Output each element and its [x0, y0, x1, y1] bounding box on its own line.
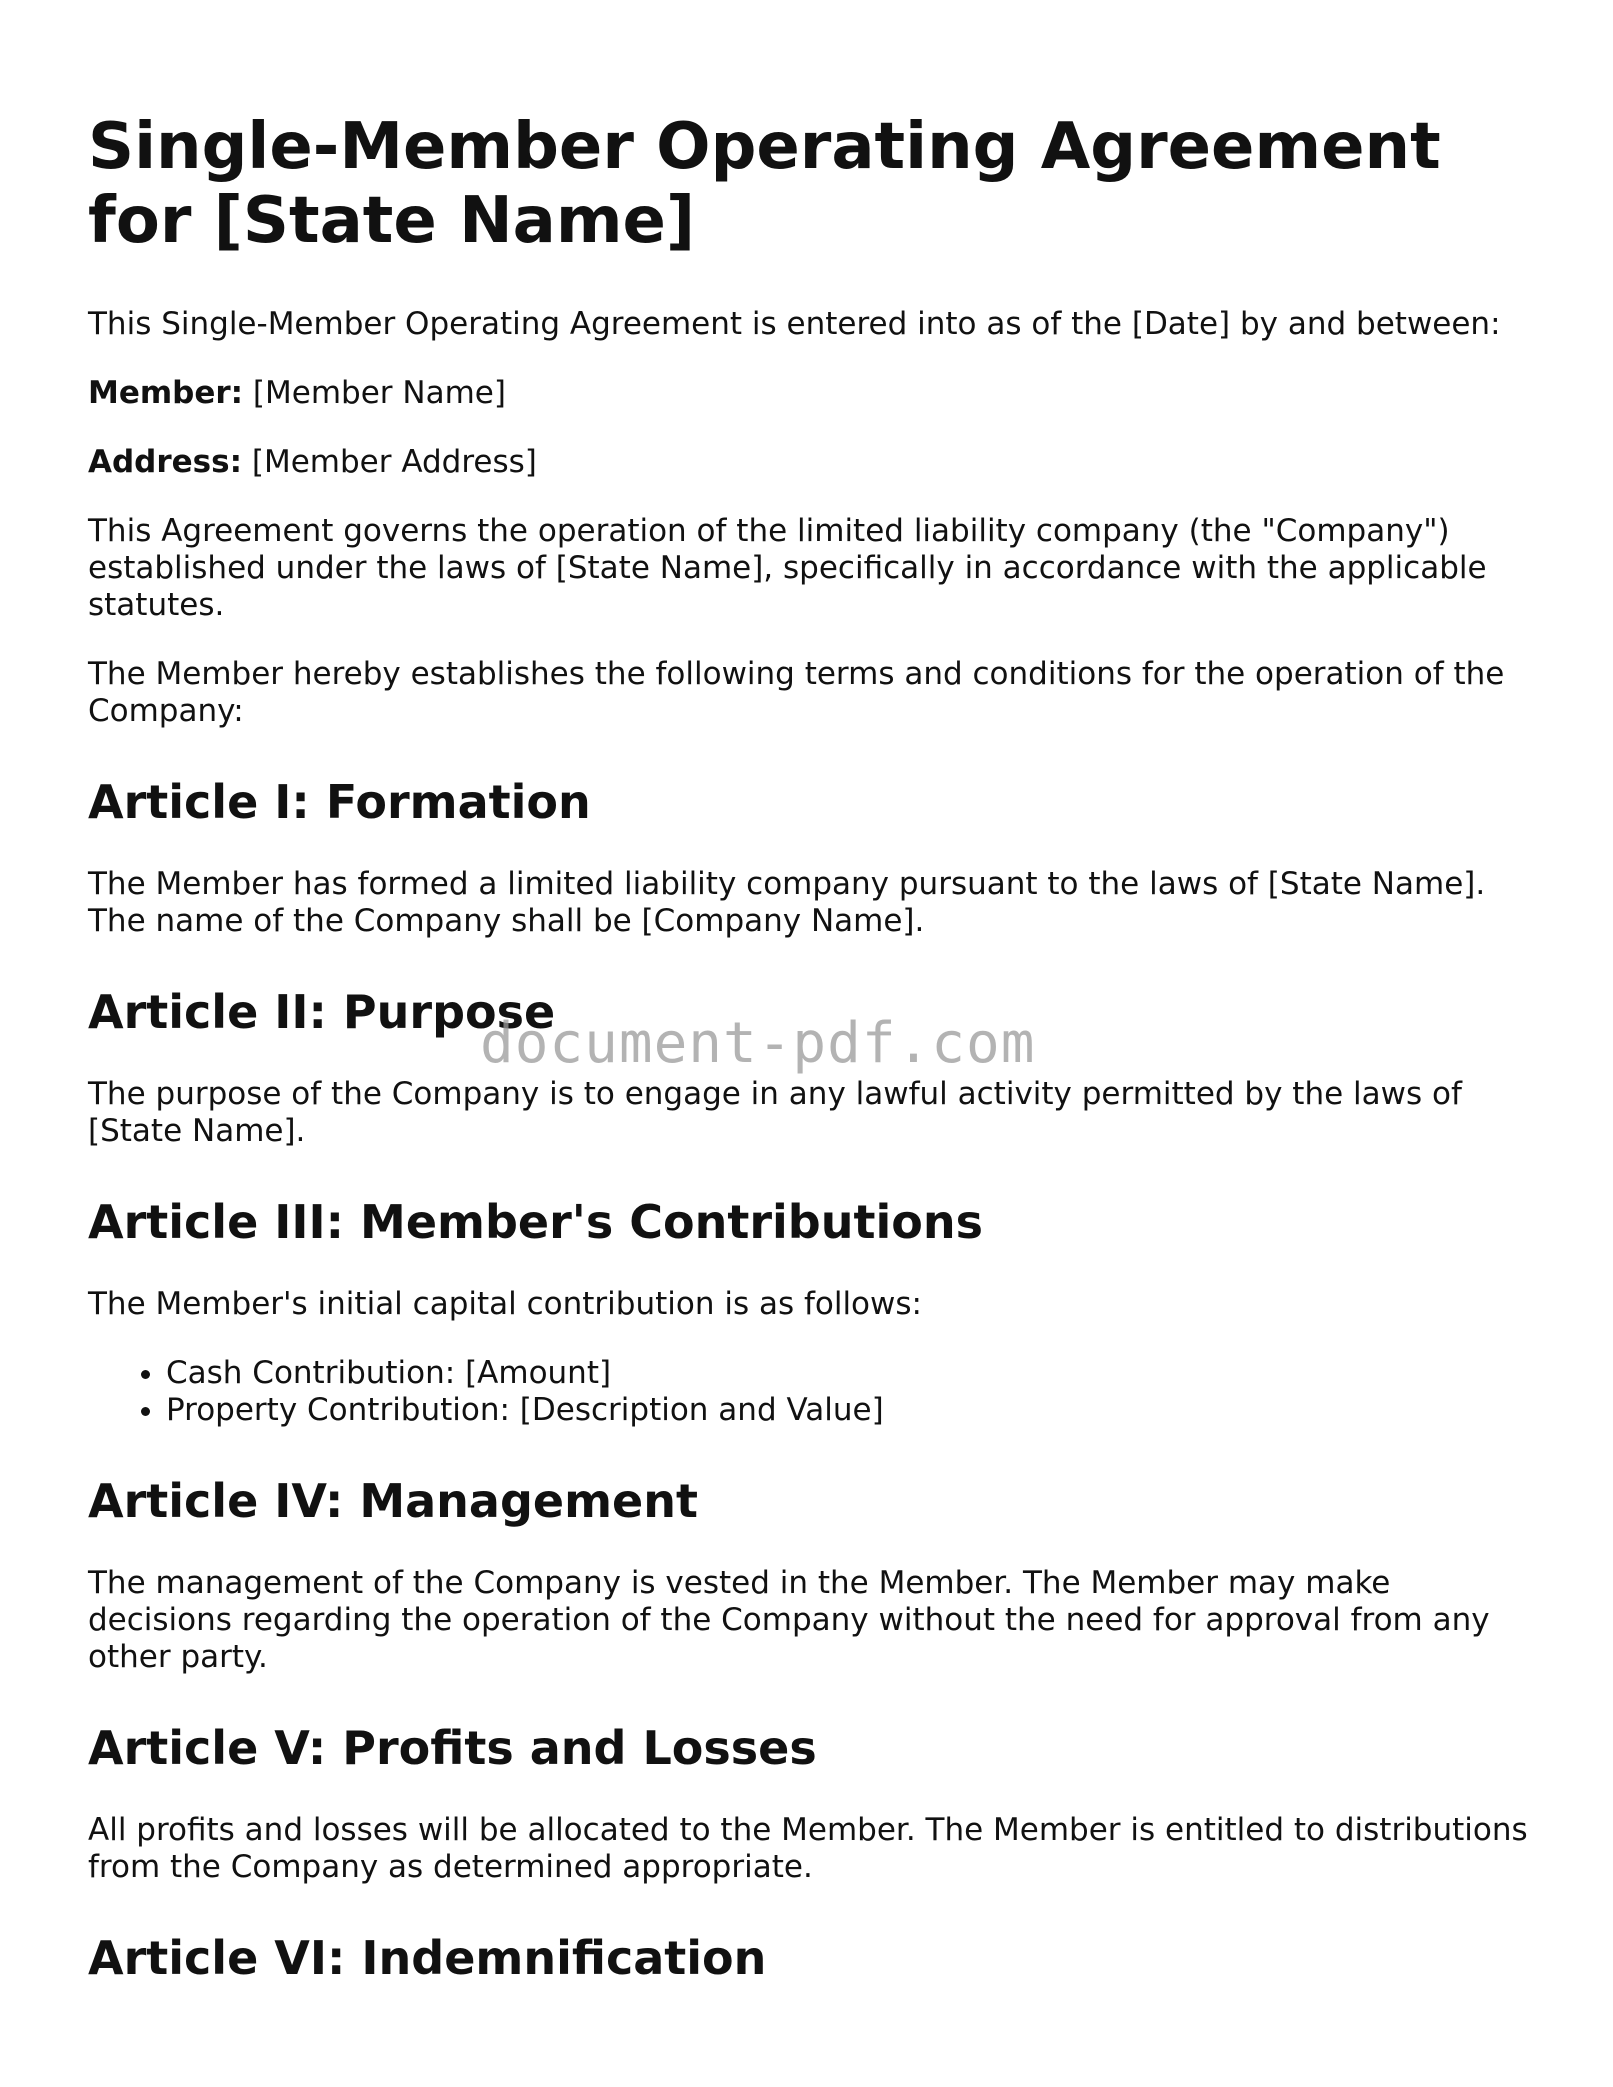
member-label: Member:	[88, 375, 244, 411]
watermark: document-pdf.com	[480, 1011, 1036, 1076]
member-value: [Member Name]	[243, 375, 506, 411]
address-label: Address:	[88, 444, 242, 480]
intro-paragraph: This Single-Member Operating Agreement is entered into as of the [Date] by and between:	[88, 306, 1501, 342]
member-line	[88, 375, 1538, 412]
establishes-paragraph: The Member hereby establishes the following terms and conditions for the operation of the Company:	[88, 656, 1505, 729]
contribution-list	[88, 1355, 1538, 1429]
article-2-body: The purpose of the Company is to engage in any lawful activity permitted by the laws of [State Name].	[88, 1076, 1462, 1149]
address-line	[88, 444, 1538, 481]
article-3-body: The Member's initial capital contribution is as follows:	[88, 1286, 922, 1322]
address-value: [Member Address]	[242, 444, 537, 480]
list-item: • Cash Contribution: [Amount]	[166, 1355, 1538, 1392]
article-6-heading: Article VI: Indemnification	[88, 1931, 767, 1985]
article-5-body: All profits and losses will be allocated to the Member. The Member is entitled to distributions from the Company as determined appropriate.	[88, 1812, 1528, 1885]
article-3-heading: Article III: Member's Contributions	[88, 1195, 983, 1249]
list-item: • Property Contribution: [Description and Value]	[166, 1392, 1538, 1429]
article-1-heading: Article I: Formation	[88, 775, 591, 829]
article-4-heading: Article IV: Management	[88, 1474, 698, 1528]
article-2-heading: Article II: Purpose	[88, 985, 556, 1039]
article-1-body: The Member has formed a limited liability company pursuant to the laws of [State Name]. The name of the Company shall be [Company Name].	[88, 866, 1486, 939]
document-title: Single-Member Operating Agreement for [State Name]	[88, 110, 1441, 258]
article-5-heading: Article V: Profits and Losses	[88, 1721, 817, 1775]
article-4-body: The management of the Company is vested in the Member. The Member may make decisions regarding the operation of the Company without the need for approval from any other party.	[88, 1565, 1490, 1675]
governs-paragraph: This Agreement governs the operation of the limited liability company (the "Company") established under the laws of [State Name], specifically in accordance with the applicable statutes.	[88, 513, 1487, 623]
